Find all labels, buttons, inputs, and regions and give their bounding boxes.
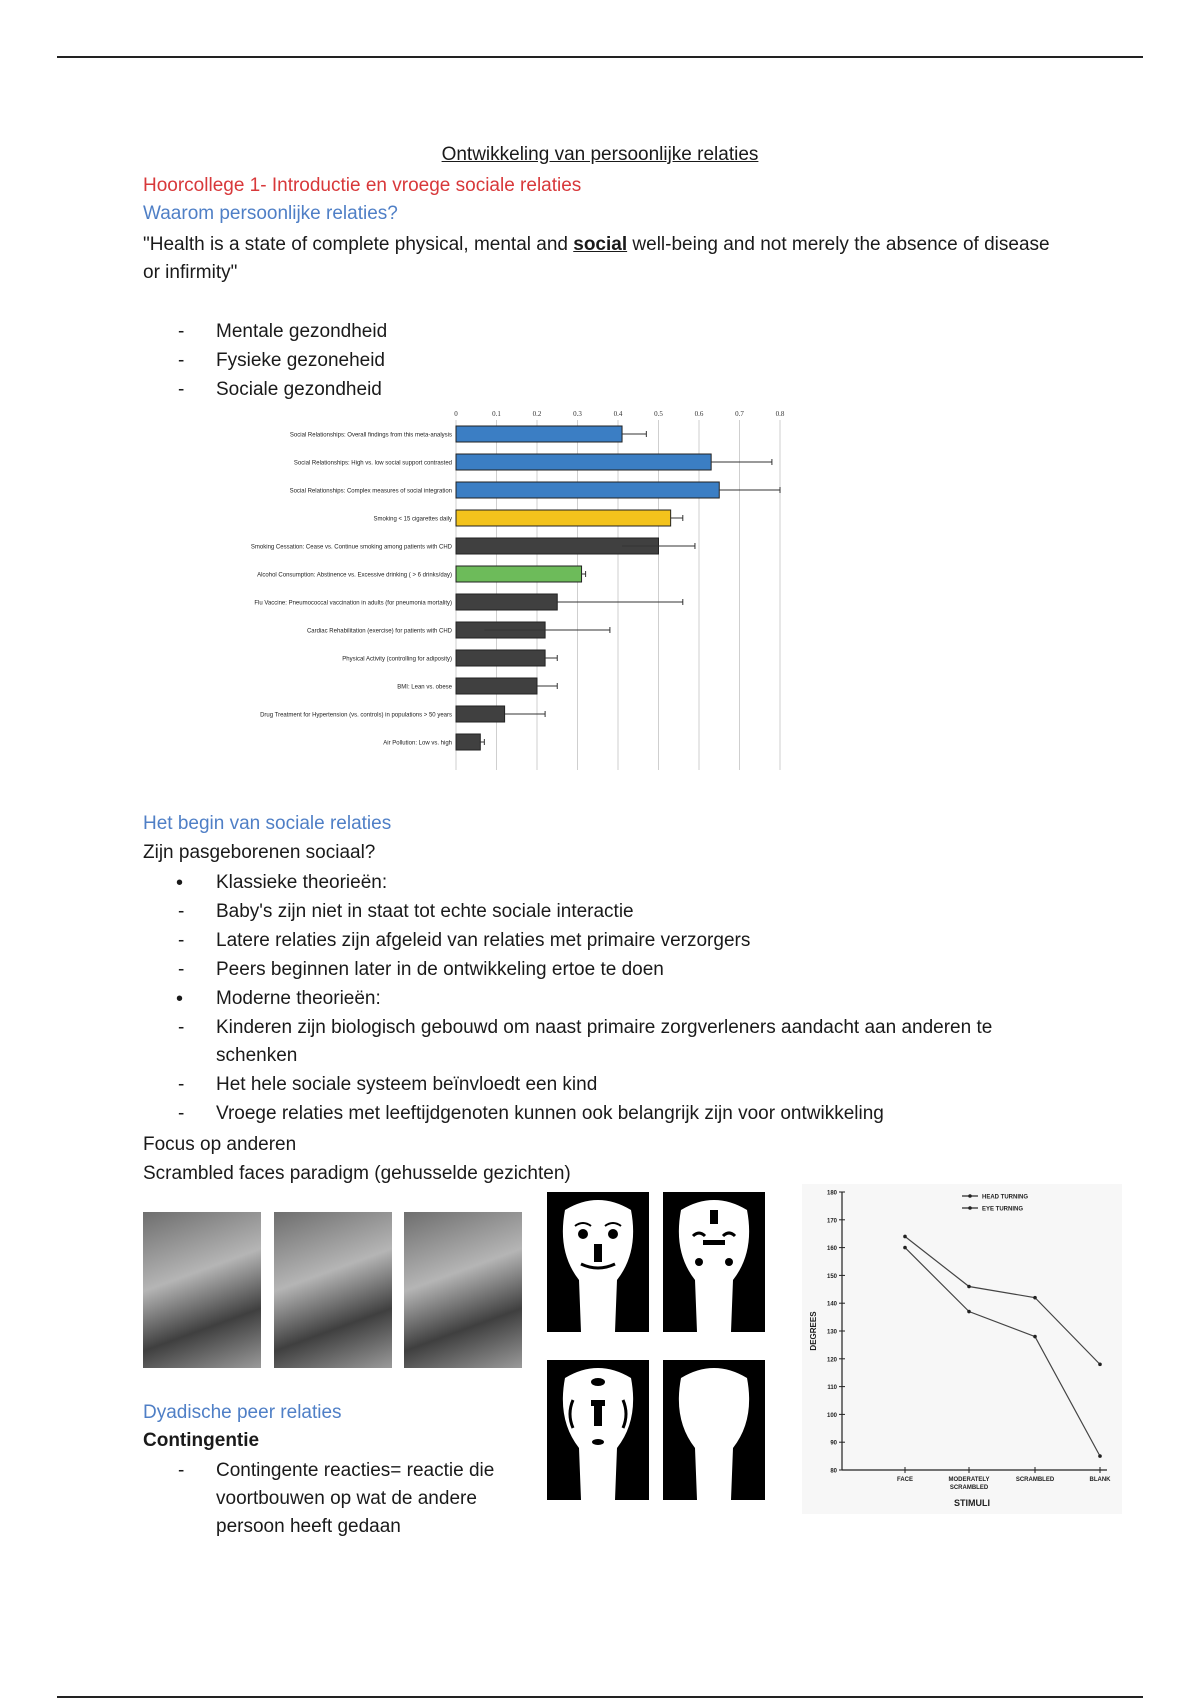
scrambled-faces-paradigm: Scrambled faces paradigm (gehusselde gezichten): [143, 1163, 571, 1184]
scrambled-face-stimulus: [547, 1360, 649, 1500]
bar: [456, 454, 711, 470]
y-tick-label: 130: [826, 1329, 837, 1336]
data-point: [903, 1235, 907, 1239]
x-tick-label: 0.6: [694, 410, 704, 418]
category-label: Flu Vaccine: Pneumococcal vaccination in adults (for pneumonia mortality): [254, 600, 452, 607]
list-item: - Peers beginnen later in de ontwikkeling ertoe te doen: [175, 956, 1055, 984]
y-tick-label: 150: [826, 1273, 837, 1280]
legend-marker: [968, 1194, 972, 1198]
x-tick-label: 0.8: [775, 410, 785, 418]
normal-face-stimulus: [547, 1192, 649, 1332]
y-tick-label: 80: [830, 1468, 837, 1475]
x-tick-label: 0.7: [735, 410, 744, 418]
list-item: - Latere relaties zijn afgeleid van relaties met primaire verzorgers: [175, 927, 1055, 955]
head-eye-turning-line-chart: [802, 1184, 1122, 1514]
category-label: Social Relationships: Overall findings from this meta-analysis: [289, 432, 452, 439]
category-label: Alcohol Consumption: Abstinence vs. Excessive drinking ( > 6 drinks/day): [257, 572, 452, 579]
bar: [456, 706, 505, 722]
category-label: Social Relationships: Complex measures of social integration: [289, 488, 452, 495]
x-tick-label: 0.2: [532, 410, 542, 418]
who-health-quote: "Health is a state of complete physical, mental and social well-being and not merely the absence of disease or infirmity": [143, 234, 1050, 283]
top-rule: [57, 56, 1143, 58]
category-label: Cardiac Rehabilitation (exercise) for patients with CHD: [306, 628, 452, 635]
bar: [456, 678, 537, 694]
x-tick-label: FACE: [896, 1477, 914, 1483]
category-label: Smoking < 15 cigarettes daily: [373, 516, 452, 523]
moderately-scrambled-face-stimulus: [663, 1192, 765, 1332]
list-item: - Mentale gezondheid: [175, 318, 387, 346]
y-axis-label: DEGREES: [809, 1311, 818, 1351]
data-point: [903, 1246, 907, 1250]
list-item: - Het hele sociale systeem beïnvloedt een kind: [175, 1071, 1055, 1099]
document-title: Ontwikkeling van persoonlijke relaties: [441, 144, 759, 165]
legend-label: HEAD TURNING: [982, 1194, 1028, 1201]
list-item: - Vroege relaties met leeftijdgenoten kunnen ook belangrijk zijn voor ontwikkeling: [175, 1100, 1055, 1128]
legend-label: EYE TURNING: [982, 1206, 1024, 1213]
infant-photo: [274, 1212, 392, 1368]
x-tick-label: MODERATELY SCRAMBLED: [948, 1477, 990, 1491]
blank-face-stimulus: [663, 1360, 765, 1500]
x-tick-label: BLANK: [1089, 1477, 1111, 1483]
x-tick-label: SCRAMBLED: [1015, 1477, 1055, 1483]
list-item: • Klassieke theorieën:: [175, 869, 1055, 897]
list-item: - Contingente reacties= reactie die voortbouwen op wat de andere persoon heeft gedaan: [175, 1457, 505, 1541]
list-item: - Fysieke gezoneheid: [175, 347, 387, 375]
mortality-effect-size-bar-chart: [143, 408, 803, 770]
category-label: Smoking Cessation: Cease vs. Continue smoking among patients with CHD: [250, 544, 452, 551]
bar: [456, 510, 671, 526]
section-heading-why-relations: Waarom persoonlijke relaties?: [143, 203, 398, 224]
y-tick-label: 100: [826, 1412, 837, 1419]
bar: [456, 566, 582, 582]
list-item: - Kinderen zijn biologisch gebouwd om naast primaire zorgverleners aandacht aan anderen te schenken: [175, 1014, 1055, 1070]
y-tick-label: 160: [826, 1246, 837, 1253]
contingency-subheading: Contingentie: [143, 1430, 260, 1451]
y-tick-label: 90: [830, 1440, 837, 1447]
chart-background: [802, 1184, 1122, 1514]
section-heading-begin-social-relations: Het begin van sociale relaties: [143, 813, 392, 834]
data-point: [1098, 1363, 1102, 1367]
data-point: [1033, 1335, 1037, 1339]
bottom-rule: [57, 1696, 1143, 1698]
bar: [456, 482, 719, 498]
section-heading-dyadic-peer-relations: Dyadische peer relaties: [143, 1402, 342, 1423]
theories-list: [175, 869, 1055, 1129]
y-tick-label: 110: [827, 1385, 837, 1392]
category-label: Drug Treatment for Hypertension (vs. controls) in populations > 50 years: [260, 712, 452, 719]
y-tick-label: 170: [826, 1218, 837, 1225]
data-point: [1098, 1454, 1102, 1458]
category-label: Air Pollution: Low vs. high: [383, 740, 452, 747]
category-label: Social Relationships: High vs. low social support contrasted: [293, 460, 452, 467]
health-types-list: [175, 318, 387, 405]
bar: [456, 734, 480, 750]
data-point: [967, 1285, 971, 1289]
infant-photo: [404, 1212, 522, 1368]
y-tick-label: 140: [826, 1301, 837, 1308]
bar: [456, 650, 545, 666]
y-tick-label: 120: [826, 1357, 837, 1364]
list-item: - Sociale gezondheid: [175, 376, 387, 404]
question-newborns-social: Zijn pasgeborenen sociaal?: [143, 842, 376, 863]
infant-photo: [143, 1212, 261, 1368]
list-item: • Moderne theorieën:: [175, 985, 1055, 1013]
x-tick-label: 0: [454, 410, 458, 418]
data-point: [967, 1310, 971, 1314]
focus-on-others: Focus op anderen: [143, 1134, 297, 1155]
x-tick-label: 0.1: [492, 410, 501, 418]
category-label: BMI: Lean vs. obese: [397, 684, 452, 691]
x-tick-label: 0.3: [573, 410, 582, 418]
x-axis-label: STIMULI: [954, 1498, 990, 1508]
list-item: - Baby's zijn niet in staat tot echte sociale interactie: [175, 898, 1055, 926]
x-tick-label: 0.4: [613, 410, 623, 418]
y-tick-label: 180: [826, 1190, 837, 1197]
category-label: Physical Activity (controlling for adiposity): [342, 656, 452, 663]
lecture-heading: Hoorcollege 1- Introductie en vroege sociale relaties: [143, 175, 582, 196]
x-tick-label: 0.5: [654, 410, 663, 418]
contingency-list: [175, 1457, 505, 1542]
bar: [456, 426, 622, 442]
data-point: [1033, 1296, 1037, 1300]
legend-marker: [968, 1206, 972, 1210]
bar: [456, 594, 557, 610]
